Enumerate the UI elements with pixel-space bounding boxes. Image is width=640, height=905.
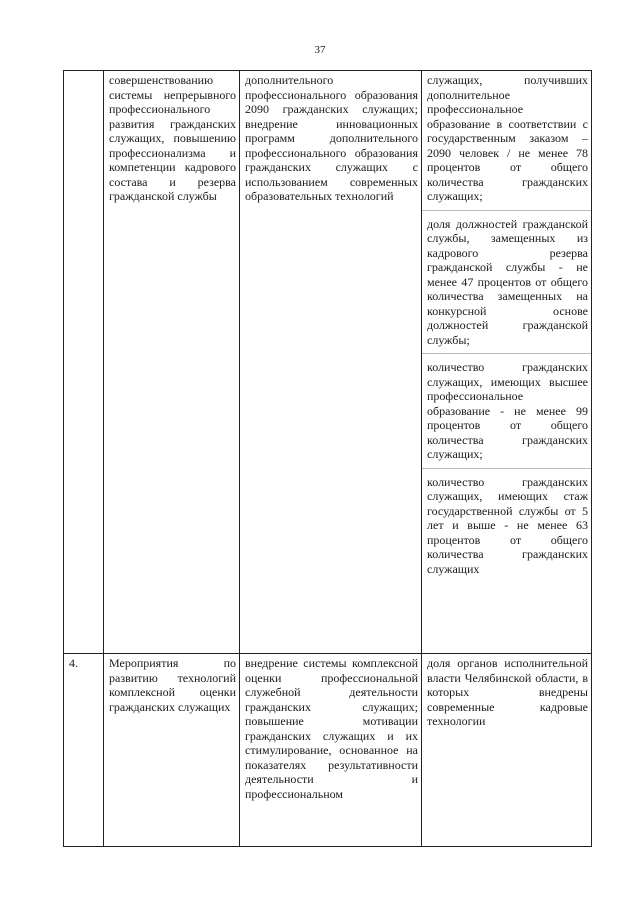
measures-table xyxy=(63,70,592,847)
divider xyxy=(422,468,591,469)
event-description: Мероприятия по развитию технологий комплексной оценки гражданских служащих xyxy=(104,654,240,847)
event-description: совершенствованию системы непрерывного профессионального развития гражданских служащих, повышению профессионализма и компетенции кадрового состава и резерва гражданской службы xyxy=(104,71,240,654)
page-number: 37 xyxy=(314,44,326,56)
indicators-cell xyxy=(422,654,592,847)
table-row xyxy=(64,71,592,654)
expected-results: внедрение системы комплексной оценки профессиональной служебной деятельности гражданских служащих; повышение мотивации гражданских служащих и их стимулирование, основанное на показателях результативности деятельности и профессиональном xyxy=(240,654,422,847)
indicator-paragraph: количество гражданских служащих, имеющих стаж государственной службы от 5 лет и выше - не менее 63 процентов от общего количества гражданских служащих xyxy=(427,474,588,576)
indicator-paragraph: количество гражданских служащих, имеющих высшее профессиональное образование - не менее 99 процентов от общего количества гражданских служащих; xyxy=(427,360,588,461)
row-number: 4. xyxy=(64,654,104,847)
divider xyxy=(422,210,591,211)
expected-results: дополнительного профессионального образования 2090 гражданских служащих; внедрение инновационных программ дополнительного профессионального образования гражданских служащих с использованием современных образовательных технологий xyxy=(240,71,422,654)
indicators-cell xyxy=(422,71,592,654)
indicator-paragraph: доля должностей гражданской службы, замещенных из кадрового резерва гражданской службы - не менее 47 процентов от общего количества замещенных на конкурсной основе должностей гражданской службы; xyxy=(427,216,588,347)
indicator-paragraph: служащих, получивших дополнительное профессиональное образование в соответствии с государственным заказом – 2090 человек / не менее 78 процентов от общего количества гражданских служащих; xyxy=(427,73,588,203)
row-number xyxy=(64,71,104,654)
divider xyxy=(422,353,591,354)
table-row xyxy=(64,654,592,847)
indicator-paragraph: доля органов исполнительной власти Челябинской области, в которых внедрены современные кадровые технологии xyxy=(427,656,588,728)
